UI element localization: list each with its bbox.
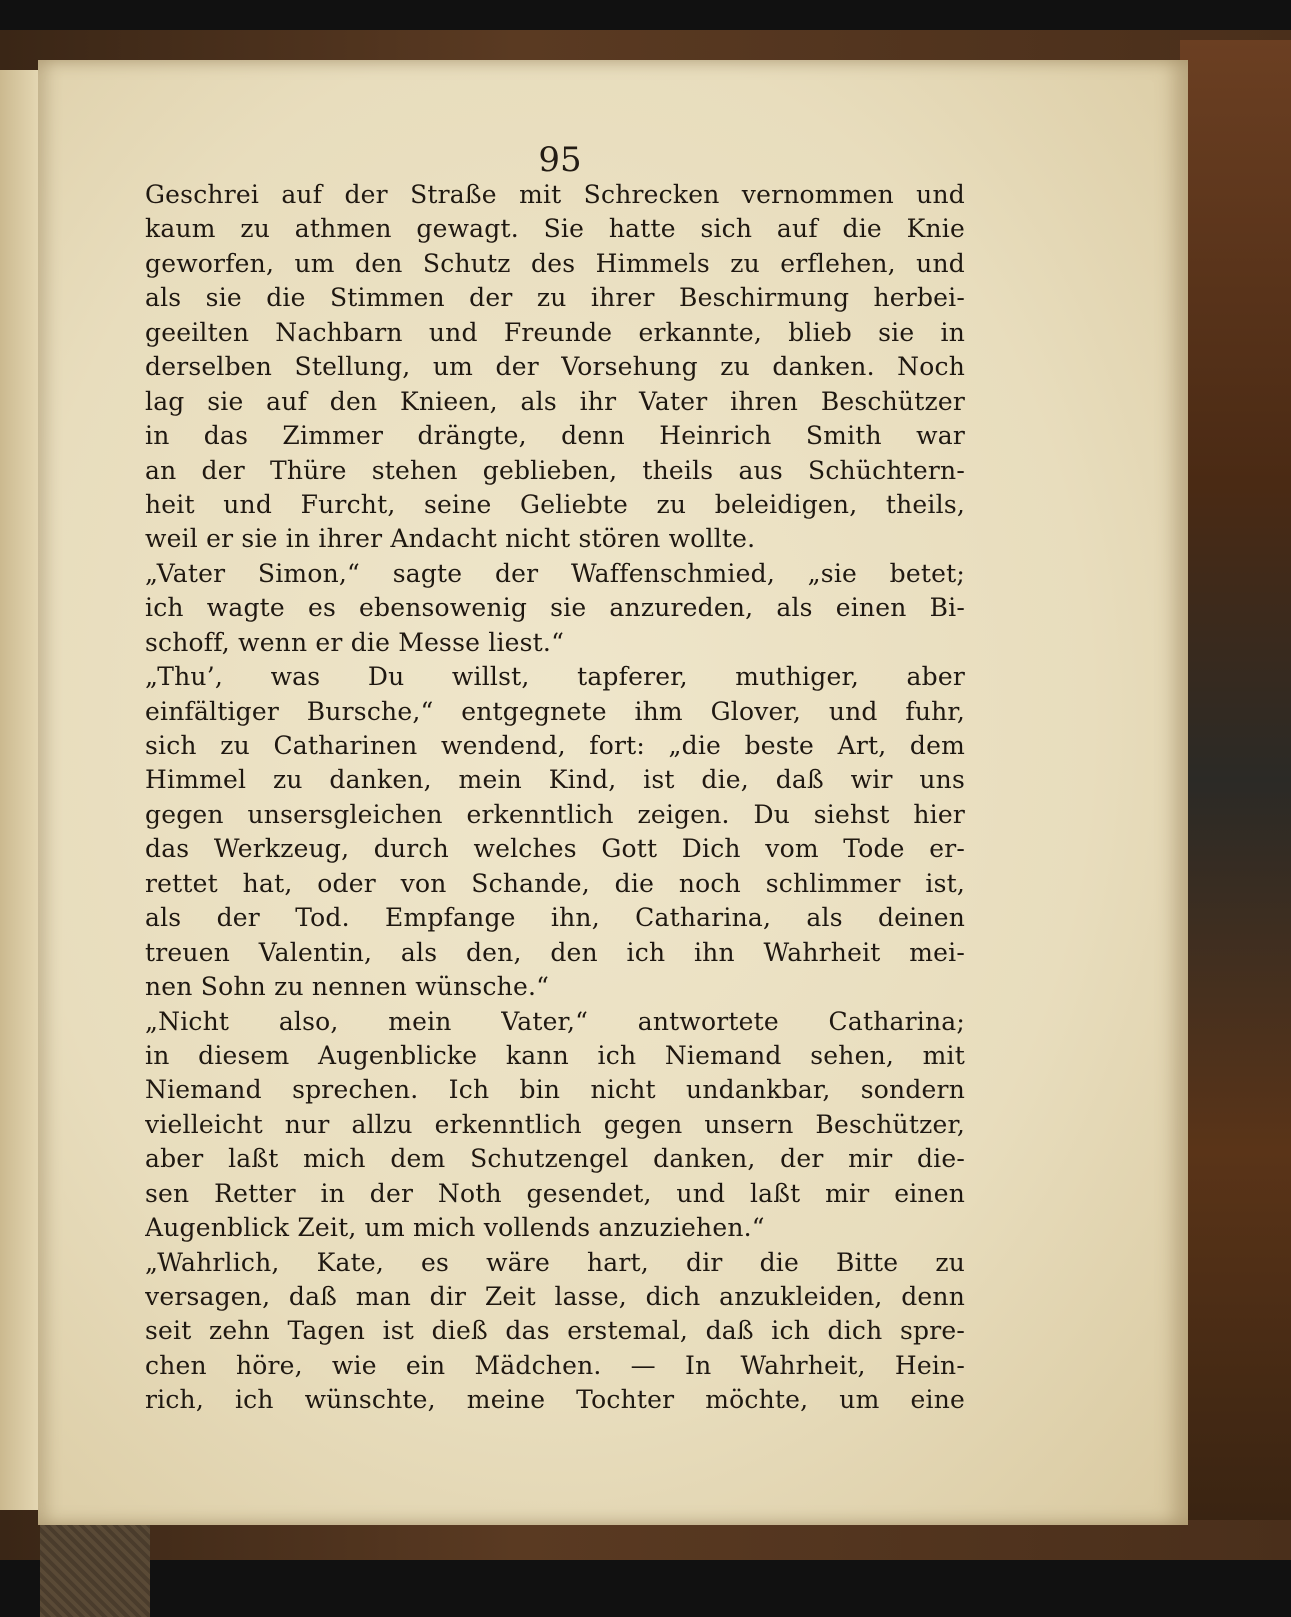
text-line: in diesem Augenblicke kann ich Niemand sehen, mit: [145, 1040, 965, 1070]
text-line: sen Retter in der Noth gesendet, und laßt mir einen: [145, 1178, 965, 1208]
text-line: einfältiger Bursche,“ entgegnete ihm Glover, und fuhr,: [145, 696, 965, 726]
facing-page-edge: [0, 70, 40, 1510]
text-line: lag sie auf den Knieen, als ihr Vater ihren Beschützer: [145, 386, 965, 416]
page-text: [145, 178, 965, 1418]
text-line: Niemand sprechen. Ich bin nicht undankbar, sondern: [145, 1075, 965, 1105]
text-line: schoff, wenn er die Messe liest.“: [145, 627, 565, 657]
text-line: Geschrei auf der Straße mit Schrecken vernommen und: [145, 180, 965, 209]
text-line: chen höre, wie ein Mädchen. — In Wahrheit, Hein-: [145, 1350, 965, 1380]
text-line: nen Sohn zu nennen wünsche.“: [145, 972, 550, 1002]
text-line: in das Zimmer drängte, denn Heinrich Smith war: [145, 421, 965, 451]
text-line: rich, ich wünschte, meine Tochter möchte, um eine: [145, 1385, 965, 1415]
text-line: derselben Stellung, um der Vorsehung zu danken. Noch: [145, 352, 965, 382]
text-line: versagen, daß man dir Zeit lasse, dich anzukleiden, denn: [145, 1282, 965, 1311]
text-line: Augenblick Zeit, um mich vollends anzuziehen.“: [145, 1213, 765, 1243]
text-line: „Wahrlich, Kate, es wäre hart, dir die Bitte zu: [145, 1247, 965, 1277]
text-line: ich wagte es ebensowenig sie anzureden, als einen Bi-: [145, 593, 965, 623]
text-line: aber laßt mich dem Schutzengel danken, der mir die-: [145, 1144, 965, 1174]
text-line: seit zehn Tagen ist dieß das erstemal, daß ich dich spre-: [145, 1316, 965, 1346]
text-line: kaum zu athmen gewagt. Sie hatte sich auf die Knie: [145, 214, 965, 244]
text-line: vielleicht nur allzu erkenntlich gegen unsern Beschützer,: [145, 1109, 965, 1139]
text-line: weil er sie in ihrer Andacht nicht stören wollte.: [145, 524, 756, 554]
text-line: geworfen, um den Schutz des Himmels zu erflehen, und: [145, 248, 965, 278]
page-number: 95: [538, 140, 582, 180]
ribbon-bookmark: [40, 1510, 150, 1617]
text-line: gegen unsersgleichen erkenntlich zeigen. Du siehst hier: [145, 799, 965, 829]
book-spine-edge: [1180, 40, 1291, 1520]
text-line: „Vater Simon,“ sagte der Waffenschmied, „sie betet;: [145, 558, 965, 588]
text-line: sich zu Catharinen wendend, fort: „die beste Art, dem: [145, 731, 965, 760]
text-line: geeilten Nachbarn und Freunde erkannte, blieb sie in: [145, 317, 965, 347]
text-line: als der Tod. Empfange ihn, Catharina, als deinen: [145, 903, 965, 933]
text-line: an der Thüre stehen geblieben, theils aus Schüchtern-: [145, 455, 965, 485]
text-line: heit und Furcht, seine Geliebte zu beleidigen, theils,: [145, 489, 965, 519]
text-line: treuen Valentin, als den, den ich ihn Wahrheit mei-: [145, 937, 965, 967]
text-line: „Nicht also, mein Vater,“ antwortete Catharina;: [145, 1006, 965, 1036]
text-line: rettet hat, oder von Schande, die noch schlimmer ist,: [145, 868, 965, 898]
text-line: Himmel zu danken, mein Kind, ist die, daß wir uns: [145, 765, 965, 795]
text-line: als sie die Stimmen der zu ihrer Beschirmung herbei-: [145, 283, 965, 313]
text-line: „Thu’, was Du willst, tapferer, muthiger, aber: [145, 662, 965, 692]
text-line: das Werkzeug, durch welches Gott Dich vom Tode er-: [145, 834, 965, 864]
